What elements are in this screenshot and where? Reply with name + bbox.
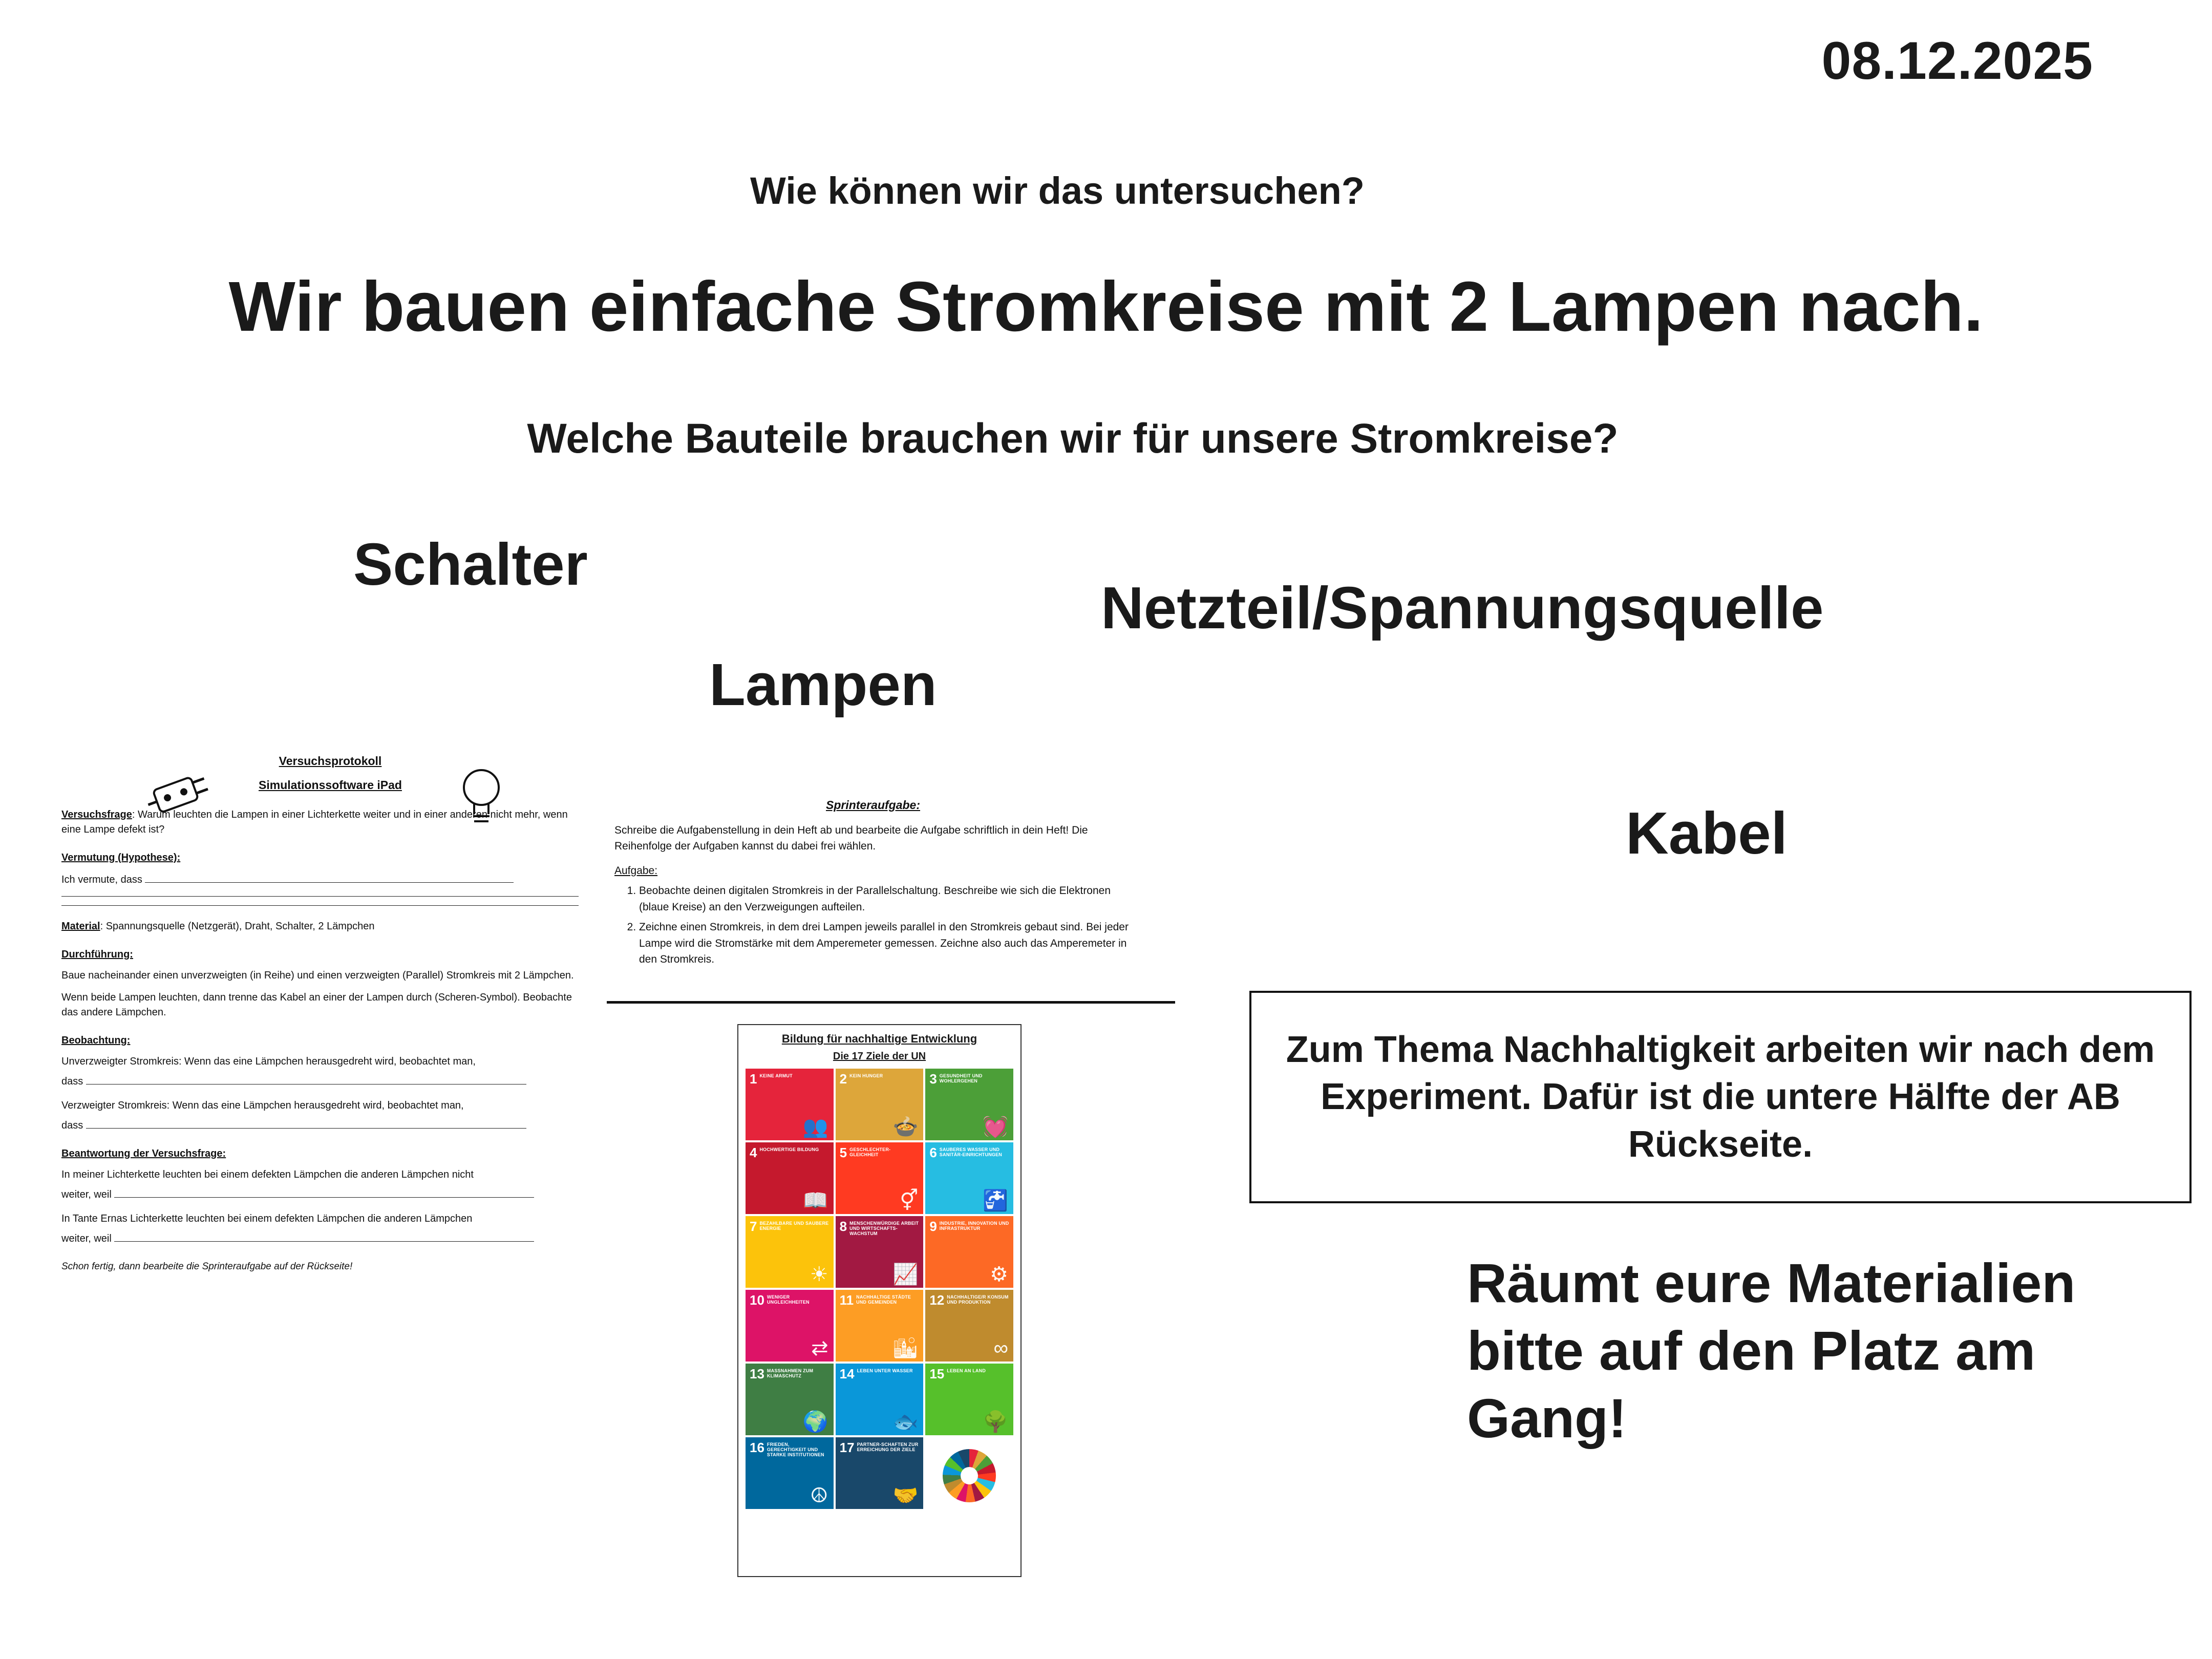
sdg-goal-number: 9: [929, 1219, 937, 1234]
sdg-goal-number: 13: [750, 1366, 764, 1381]
worksheet-answer-text: In meiner Lichterkette leuchten bei einem defekten Lämpchen die anderen Lämpchen nicht: [61, 1168, 474, 1180]
sdg-goal-label: LEBEN AN LAND: [947, 1368, 986, 1373]
worksheet-observation-text: Verzweigter Stromkreis: Wenn das eine Lämpchen herausgedreht wird, beobachtet man,: [61, 1099, 464, 1111]
sdg-goal-icon: ☀: [810, 1263, 828, 1286]
worksheet-question: [61, 807, 579, 837]
worksheet-heading: [154, 753, 507, 794]
sdg-goal-9: [925, 1216, 1013, 1288]
sdg-goal-4: [746, 1142, 834, 1214]
sdg-goal-label: WENIGER UNGLEICHHEITEN: [767, 1294, 810, 1305]
sdg-goal-icon: 🌍: [802, 1411, 828, 1433]
sdg-goal-2: [836, 1069, 924, 1140]
worksheet-subtitle: Simulationssoftware iPad: [259, 778, 402, 792]
worksheet-blank-line: [61, 896, 579, 897]
worksheet-question-text: : Warum leuchten die Lampen in einer Lichterkette weiter und in einer anderen nicht mehr, wenn eine Lampe defekt ist?: [61, 809, 568, 835]
sdg-goal-number: 15: [929, 1366, 945, 1381]
sprinter-title: Sprinteraufgabe:: [825, 798, 921, 812]
sdg-goal-icon: 🐟: [892, 1411, 919, 1433]
worksheet-observation-cont: dass: [61, 1119, 83, 1131]
sdg-goal-icon: ☮: [810, 1484, 828, 1507]
sdg-goal-number: 12: [929, 1292, 945, 1308]
sdg-goal-5: [836, 1142, 924, 1214]
worksheet-answer: [61, 1146, 579, 1246]
sprinter-task: [614, 796, 1132, 968]
sdg-goal-icon: 💓: [983, 1116, 1008, 1138]
worksheet-procedure-step: Wenn beide Lampen leuchten, dann trenne das Kabel an einer der Lampen durch (Scheren-Symbol). Beobachte das andere Lämpchen.: [61, 991, 572, 1018]
sdg-goal-icon: ⇄: [811, 1337, 828, 1359]
sdg-goal-number: 7: [750, 1219, 757, 1234]
worksheet-footer-note: Schon fertig, dann bearbeite die Sprinteraufgabe auf der Rückseite!: [61, 1261, 353, 1272]
sdg-poster: [737, 1024, 1022, 1577]
worksheet-procedure-step: Baue nacheinander einen unverzweigten (in Reihe) und einen verzweigten (Parallel) Stromkreis mit 2 Lämpchen.: [61, 969, 574, 981]
sdg-goal-1: [746, 1069, 834, 1140]
worksheet-blank-line: [86, 1122, 526, 1129]
worksheet-question-label: Versuchsfrage: [61, 809, 132, 820]
sdg-goal-8: [836, 1216, 924, 1288]
tidy-up-message: Räumt eure Materialien bitte auf den Platz am Gang!: [1467, 1252, 2076, 1449]
sdg-goal-label: FRIEDEN, GERECHTIGKEIT UND STARKE INSTITUTIONEN: [767, 1442, 824, 1458]
worksheet-title: Versuchsprotokoll: [279, 754, 382, 768]
sdg-goal-label: KEINE ARMUT: [759, 1073, 793, 1078]
sprinter-task-item: 1. Beobachte deinen digitalen Stromkreis in der Parallelschaltung. Beschreibe wie sich die Elektronen (blaue Kreise) an den Verzweigungen aufteilen.: [639, 883, 1132, 915]
sdg-wheel-cell: [925, 1437, 1013, 1509]
sdg-wheel-icon: [943, 1449, 996, 1502]
sdg-goal-label: GESUNDHEIT UND WOHLERGEHEN: [939, 1073, 983, 1084]
worksheet-blank-line: [114, 1235, 534, 1242]
sdg-goal-icon: 🤝: [892, 1484, 919, 1507]
worksheet-blank-line: [145, 876, 514, 883]
component-word-kabel: Kabel: [1626, 800, 1788, 866]
sdg-goal-number: 11: [839, 1292, 854, 1308]
sdg-goal-label: SAUBERES WASSER UND SANITÄR-EINRICHTUNGEN: [939, 1147, 1002, 1158]
component-word-schalter: Schalter: [353, 531, 588, 598]
sdg-goal-15: [925, 1364, 1013, 1435]
sdg-goal-label: GESCHLECHTER-GLEICHHEIT: [849, 1147, 891, 1158]
sdg-goal-number: 16: [750, 1440, 764, 1455]
sdg-goal-label: MASSNAHMEN ZUM KLIMASCHUTZ: [767, 1368, 814, 1379]
worksheet-material: [61, 919, 579, 934]
sdg-goal-number: 4: [750, 1145, 757, 1160]
sdg-goal-number: 10: [750, 1292, 764, 1308]
sdg-goal-label: INDUSTRIE, INNOVATION UND INFRASTRUKTUR: [939, 1221, 1009, 1231]
sdg-goal-13: [746, 1364, 834, 1435]
page-title: Wir bauen einfache Stromkreise mit 2 Lampen nach.: [228, 267, 1984, 346]
sdg-goal-number: 6: [929, 1145, 937, 1160]
sdg-goal-number: 14: [839, 1366, 855, 1381]
question-components: Welche Bauteile brauchen wir für unsere Stromkreise?: [527, 415, 1619, 462]
worksheet-observation-label: Beobachtung:: [61, 1034, 131, 1046]
sdg-goal-label: NACHHALTIGE STÄDTE UND GEMEINDEN: [856, 1294, 911, 1305]
worksheet-hypothesis: [61, 850, 579, 906]
sdg-goal-label: BEZAHLBARE UND SAUBERE ENERGIE: [759, 1221, 829, 1231]
sdg-goal-label: MENSCHENWÜRDIGE ARBEIT UND WIRTSCHAFTS-WACHSTUM: [849, 1221, 919, 1237]
sdg-goal-icon: 👥: [802, 1116, 828, 1138]
sdg-goal-label: KEIN HUNGER: [849, 1073, 883, 1078]
sdg-goal-12: [925, 1290, 1013, 1362]
sdg-goal-number: 5: [839, 1145, 847, 1160]
sdg-goal-7: [746, 1216, 834, 1288]
sdg-goal-label: LEBEN UNTER WASSER: [857, 1368, 913, 1373]
sustainability-note-text: Zum Thema Nachhaltigkeit arbeiten wir nach dem Experiment. Dafür ist die untere Hälfte der AB Rückseite.: [1286, 1029, 2155, 1165]
sprinter-tasks-label: Aufgabe:: [614, 864, 658, 877]
sdg-goal-11: [836, 1290, 924, 1362]
worksheet-hypothesis-line: Ich vermute, dass: [61, 874, 142, 885]
worksheet-observation: [61, 1033, 579, 1133]
sprinter-task-item: 2. Zeichne einen Stromkreis, in dem drei Lampen jeweils parallel in den Stromkreis gebaut sind. Bei jeder Lampe wird die Stromstärke mit dem Amperemeter gemessen. Zeichne also auch das Amperemeter in den Stromkreis.: [639, 919, 1132, 968]
sdg-goal-number: 3: [929, 1071, 937, 1087]
divider: [607, 1001, 1175, 1004]
worksheet-procedure-label: Durchführung:: [61, 948, 133, 960]
worksheet-hypothesis-label: Vermutung (Hypothese):: [61, 852, 181, 863]
sdg-goal-number: 1: [750, 1071, 757, 1087]
sdg-goal-3: [925, 1069, 1013, 1140]
sdg-goal-label: NACHHALTIGE/R KONSUM UND PRODUKTION: [947, 1294, 1009, 1305]
question-top: Wie können wir das untersuchen?: [750, 169, 1365, 212]
sdg-goal-label: HOCHWERTIGE BILDUNG: [759, 1147, 819, 1152]
sdg-goal-14: [836, 1364, 924, 1435]
sdg-goal-17: [836, 1437, 924, 1509]
sdg-goal-number: 2: [839, 1071, 847, 1087]
sdg-goal-icon: 📖: [802, 1189, 828, 1212]
worksheet-answer-text: In Tante Ernas Lichterkette leuchten bei einem defekten Lämpchen die anderen Lämpchen: [61, 1213, 473, 1224]
sdg-goal-icon: 🚰: [983, 1189, 1008, 1212]
sprinter-intro: Schreibe die Aufgabenstellung in dein Heft ab und bearbeite die Aufgabe schriftlich in dein Heft! Die Reihenfolge der Aufgaben kannst du dabei frei wählen.: [614, 824, 1088, 852]
worksheet-material-label: Material: [61, 920, 100, 932]
sdg-goal-label: PARTNER-SCHAFTEN ZUR ERREICHUNG DER ZIELE: [857, 1442, 919, 1453]
sdg-goal-icon: 🌳: [983, 1411, 1008, 1433]
sdg-goal-icon: 🍲: [892, 1116, 919, 1138]
sdg-goal-number: 8: [839, 1219, 847, 1234]
sdg-goal-6: [925, 1142, 1013, 1214]
sdg-goal-icon: 🏙: [892, 1337, 919, 1359]
date-label: 08.12.2025: [1821, 31, 2093, 91]
sdg-goal-number: 17: [839, 1440, 855, 1455]
worksheet-blank-line: [86, 1078, 526, 1084]
worksheet-blank-line: [61, 905, 579, 906]
worksheet-observation-text: Unverzweigter Stromkreis: Wenn das eine Lämpchen herausgedreht wird, beobachtet man,: [61, 1055, 476, 1067]
sdg-subtitle: Die 17 Ziele der UN: [833, 1051, 926, 1062]
worksheet-protocol: [61, 753, 579, 1572]
sdg-title: Bildung für nachhaltige Entwicklung: [781, 1032, 977, 1045]
worksheet-procedure: [61, 947, 579, 1020]
component-word-lampen: Lampen: [709, 651, 937, 718]
worksheet-answer-label: Beantwortung der Versuchsfrage:: [61, 1147, 226, 1159]
sdg-goal-icon: 📈: [892, 1263, 919, 1286]
component-word-netzteil: Netzteil/Spannungsquelle: [1101, 575, 1824, 641]
worksheet-material-text: : Spannungsquelle (Netzgerät), Draht, Schalter, 2 Lämpchen: [100, 920, 375, 932]
sdg-grid: [746, 1069, 1013, 1509]
sdg-goal-icon: ⚥: [900, 1189, 919, 1212]
sdg-goal-icon: ∞: [993, 1337, 1008, 1359]
worksheet-answer-cont: weiter, weil: [61, 1188, 112, 1200]
worksheet-answer-cont: weiter, weil: [61, 1232, 112, 1244]
worksheet-blank-line: [114, 1191, 534, 1198]
sdg-goal-icon: ⚙: [990, 1263, 1008, 1286]
sustainability-note-box: [1249, 991, 2192, 1203]
sdg-goal-16: [746, 1437, 834, 1509]
sdg-goal-10: [746, 1290, 834, 1362]
worksheet-observation-cont: dass: [61, 1075, 83, 1087]
